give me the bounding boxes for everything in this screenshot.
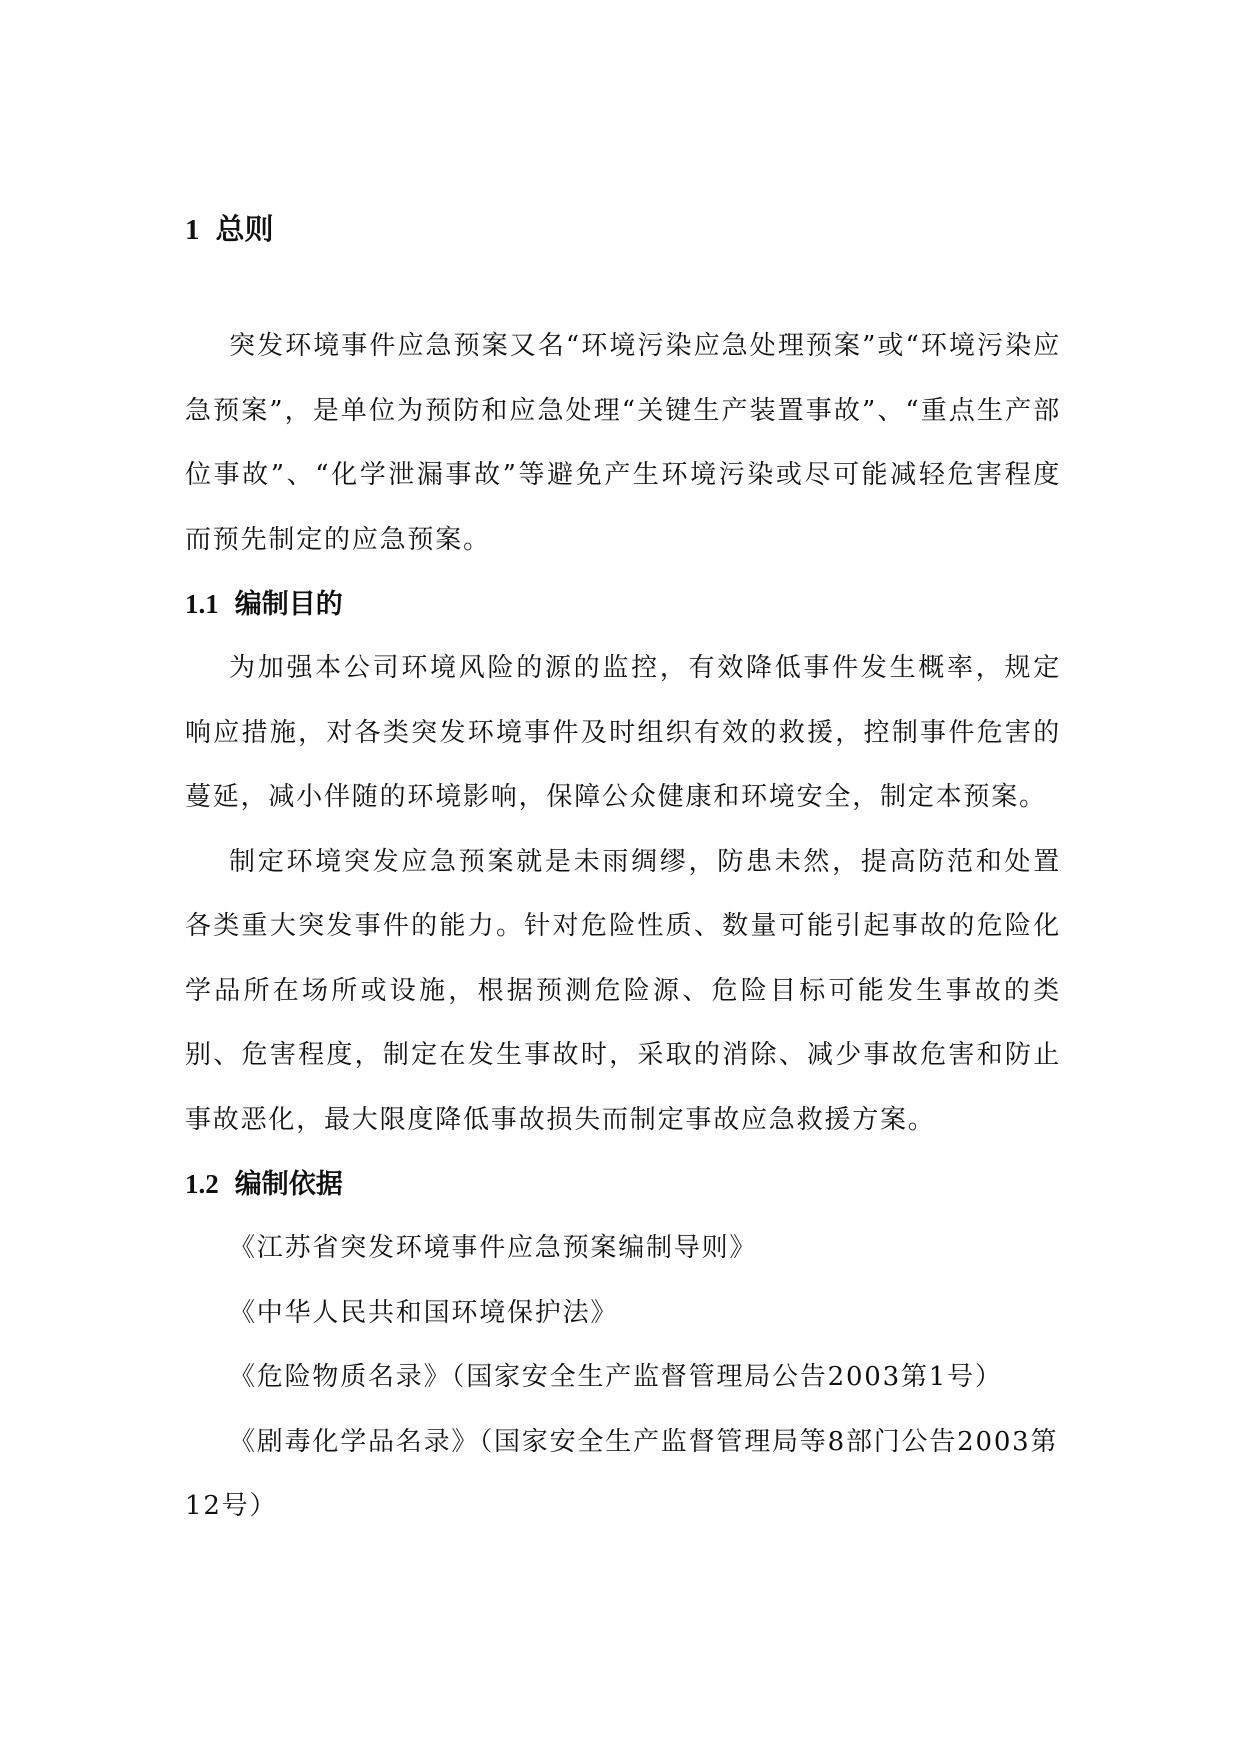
reference-item-4: 《剧毒化学品名录》（国家安全生产监督管理局等8部门公告2003第12号） — [185, 1426, 1059, 1521]
section-1-1-number: 1.1 — [185, 589, 219, 619]
section-1-1-paragraph-1: 为加强本公司环境风险的源的监控，有效降低事件发生概率，规定响应措施，对各类突发环境事件及时组织有效的救援，控制事件危害的蔓延，减小伴随的环境影响，保障公众健康和环境安全，制定本预案。 — [185, 653, 1061, 812]
section-1-2-number: 1.2 — [185, 1169, 219, 1199]
section-1-heading — [185, 196, 1061, 262]
section-1-number: 1 — [185, 214, 200, 246]
section-1-title: 总则 — [215, 212, 274, 246]
section-1-1-paragraph-2: 制定环境突发应急预案就是未雨绸缪，防患未然，提高防范和处置各类重大突发事件的能力。针对危险性质、数量可能引起事故的危险化学品所在场所或设施，根据预测危险源、危险目标可能发生事故的类别、危害程度，制定在发生事故时，采取的消除、减少事故危害和防止事故恶化，最大限度降低事故损失而制定事故应急救援方案。 — [185, 846, 1061, 1135]
section-1-1-title: 编制目的 — [234, 589, 343, 620]
document-content — [185, 196, 1061, 1539]
section-1-1-heading — [185, 572, 1061, 636]
section-1-paragraph-1: 突发环境事件应急预案又名“环境污染应急处理预案”或“环境污染应急预案”，是单位为预防和应急处理“关键生产装置事故”、“重点生产部位事故”、“化学泄漏事故”等避免产生环境污染或尽可能减轻危害程度而预先制定的应急预案。 — [185, 331, 1061, 555]
reference-item-1: 《江苏省突发环境事件应急预案编制导则》 — [229, 1233, 758, 1263]
section-1-2-title: 编制依据 — [234, 1169, 343, 1200]
section-1-2-heading — [185, 1152, 1061, 1216]
reference-item-3: 《危险物质名录》（国家安全生产监督管理局公告2003第1号） — [229, 1362, 1003, 1392]
reference-item-2: 《中华人民共和国环境保护法》 — [229, 1297, 619, 1328]
